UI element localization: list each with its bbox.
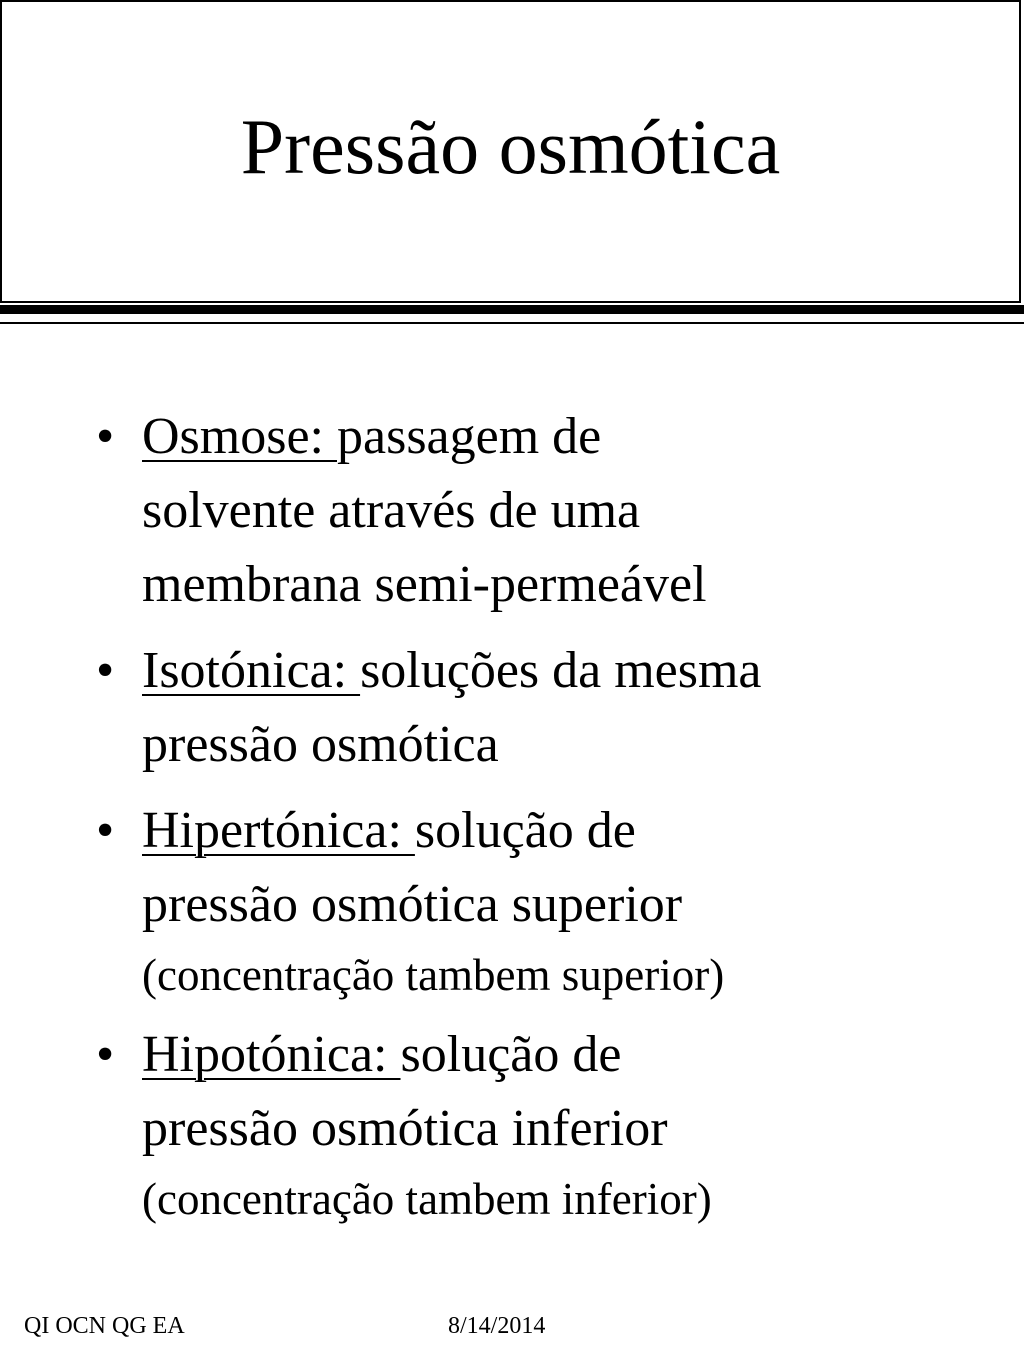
bullet-dot: • — [96, 1026, 115, 1083]
bullet-dot: • — [96, 802, 115, 859]
bullet-line: pressão osmótica inferior — [142, 1100, 668, 1157]
bullet-first-line — [142, 1018, 1002, 1092]
bullet-term: Isotónica: — [142, 642, 361, 699]
bullet-body — [142, 634, 1002, 782]
bullet-dot: • — [96, 642, 115, 699]
bullet-text: solução de — [414, 802, 636, 859]
bullet-dot: • — [96, 408, 115, 465]
bullet-text: solução de — [400, 1026, 622, 1083]
bullet-term: Hipertónica: — [142, 802, 415, 859]
bullet-note: (concentração tambem inferior) — [142, 1174, 712, 1224]
bullet-note: (concentração tambem superior) — [142, 950, 725, 1000]
bullet-first-line — [142, 794, 1002, 868]
bullet-term: Osmose: — [142, 408, 337, 465]
bullet-line: solvente através de uma — [142, 482, 641, 539]
bullet-line: pressão osmótica superior — [142, 876, 683, 933]
bullet-first-line — [142, 634, 1002, 708]
title-rule-thick — [0, 305, 1024, 314]
bullet-line: membrana semi-permeável — [142, 556, 707, 613]
title-box — [0, 0, 1021, 303]
bullet-body — [142, 1018, 1002, 1232]
bullet-text: passagem de — [337, 408, 602, 465]
bullet-term: Hipotónica: — [142, 1026, 401, 1083]
bullet-body — [142, 400, 1002, 622]
title-rule-thin — [0, 322, 1024, 324]
bullet-body — [142, 794, 1002, 1008]
footer-course-code: QI OCN QG EA — [24, 1313, 185, 1339]
footer-date: 8/14/2014 — [448, 1313, 546, 1339]
bullet-text: soluções da mesma — [360, 642, 762, 699]
bullet-line: pressão osmótica — [142, 716, 499, 773]
bullet-first-line — [142, 400, 1002, 474]
slide-title: Pressão osmótica — [240, 102, 781, 190]
